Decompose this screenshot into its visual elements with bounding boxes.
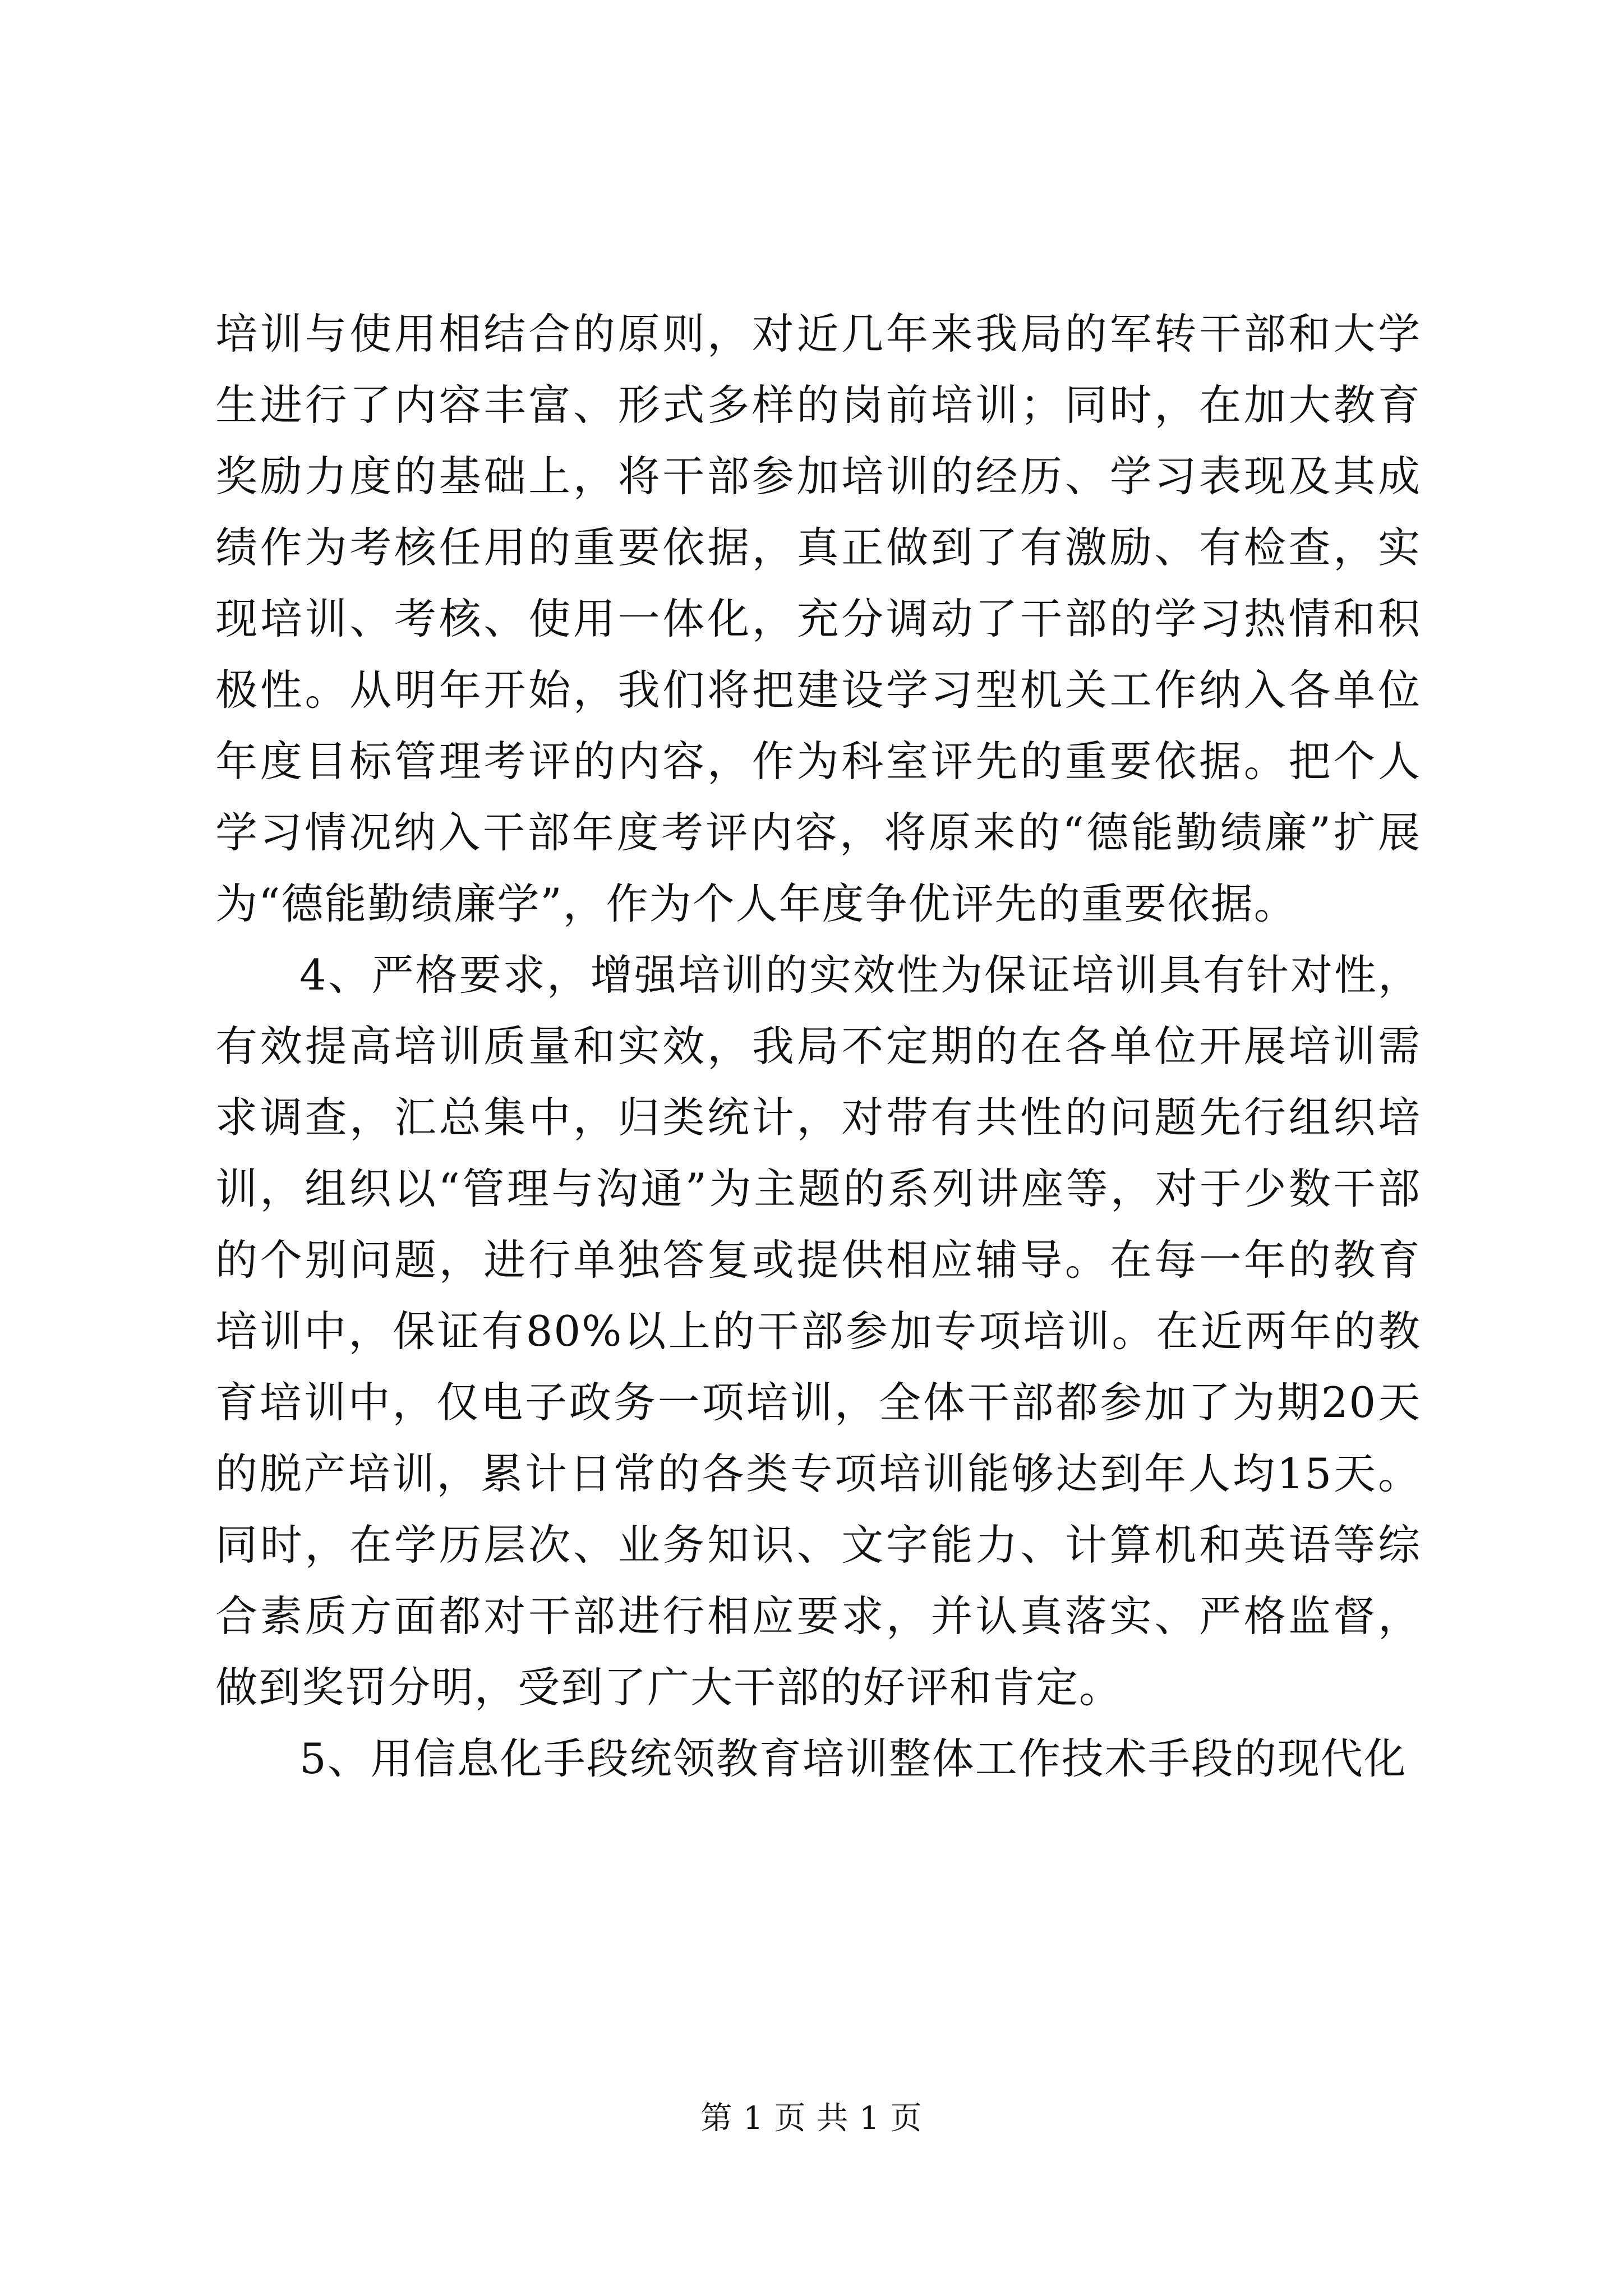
paragraph-3: 5、用信息化手段统领教育培训整体工作技术手段的现代化 <box>299 1734 1407 1783</box>
page-footer: 第 1 页 共 1 页 <box>700 2100 923 2137</box>
paragraph-2: 4、严格要求，增强培训的实效性为保证培训具有针对性，有效提高培训质量和实效，我局不定期的在各单位开展培训需求调查，汇总集中，归类统计，对带有共性的问题先行组织培训，组织以“管理与沟通”为主题的系列讲座等，对于少数干部的个别问题，进行单独答复或提供相应辅导。在每一年的教育培训中，保证有80%以上的干部参加专项培训。在近两年的教育培训中，仅电子政务一项培训，全体干部都参加了为期20天的脱产培训，累计日常的各类专项培训能够达到年人均15天。同时，在学历层次、业务知识、文字能力、计算机和英语等综合素质方面都对干部进行相应要求，并认真落实、严格监督，做到奖罚分明，受到了广大干部的好评和肯定。 <box>215 950 1421 1712</box>
paragraph-1: 培训与使用相结合的原则，对近几年来我局的军转干部和大学生进行了内容丰富、形式多样的岗前培训；同时，在加大教育奖励力度的基础上，将干部参加培训的经历、学习表现及其成绩作为考核任用的重要依据，真正做到了有激励、有检查，实现培训、考核、使用一体化，充分调动了干部的学习热情和积极性。从明年开始，我们将把建设学习型机关工作纳入各单位年度目标管理考评的内容，作为科室评先的重要依据。把个人学习情况纳入干部年度考评内容，将原来的“德能勤绩廉”扩展为“德能勤绩廉学”，作为个人年度争优评先的重要依据。 <box>215 309 1421 928</box>
document-body <box>215 298 1421 1795</box>
